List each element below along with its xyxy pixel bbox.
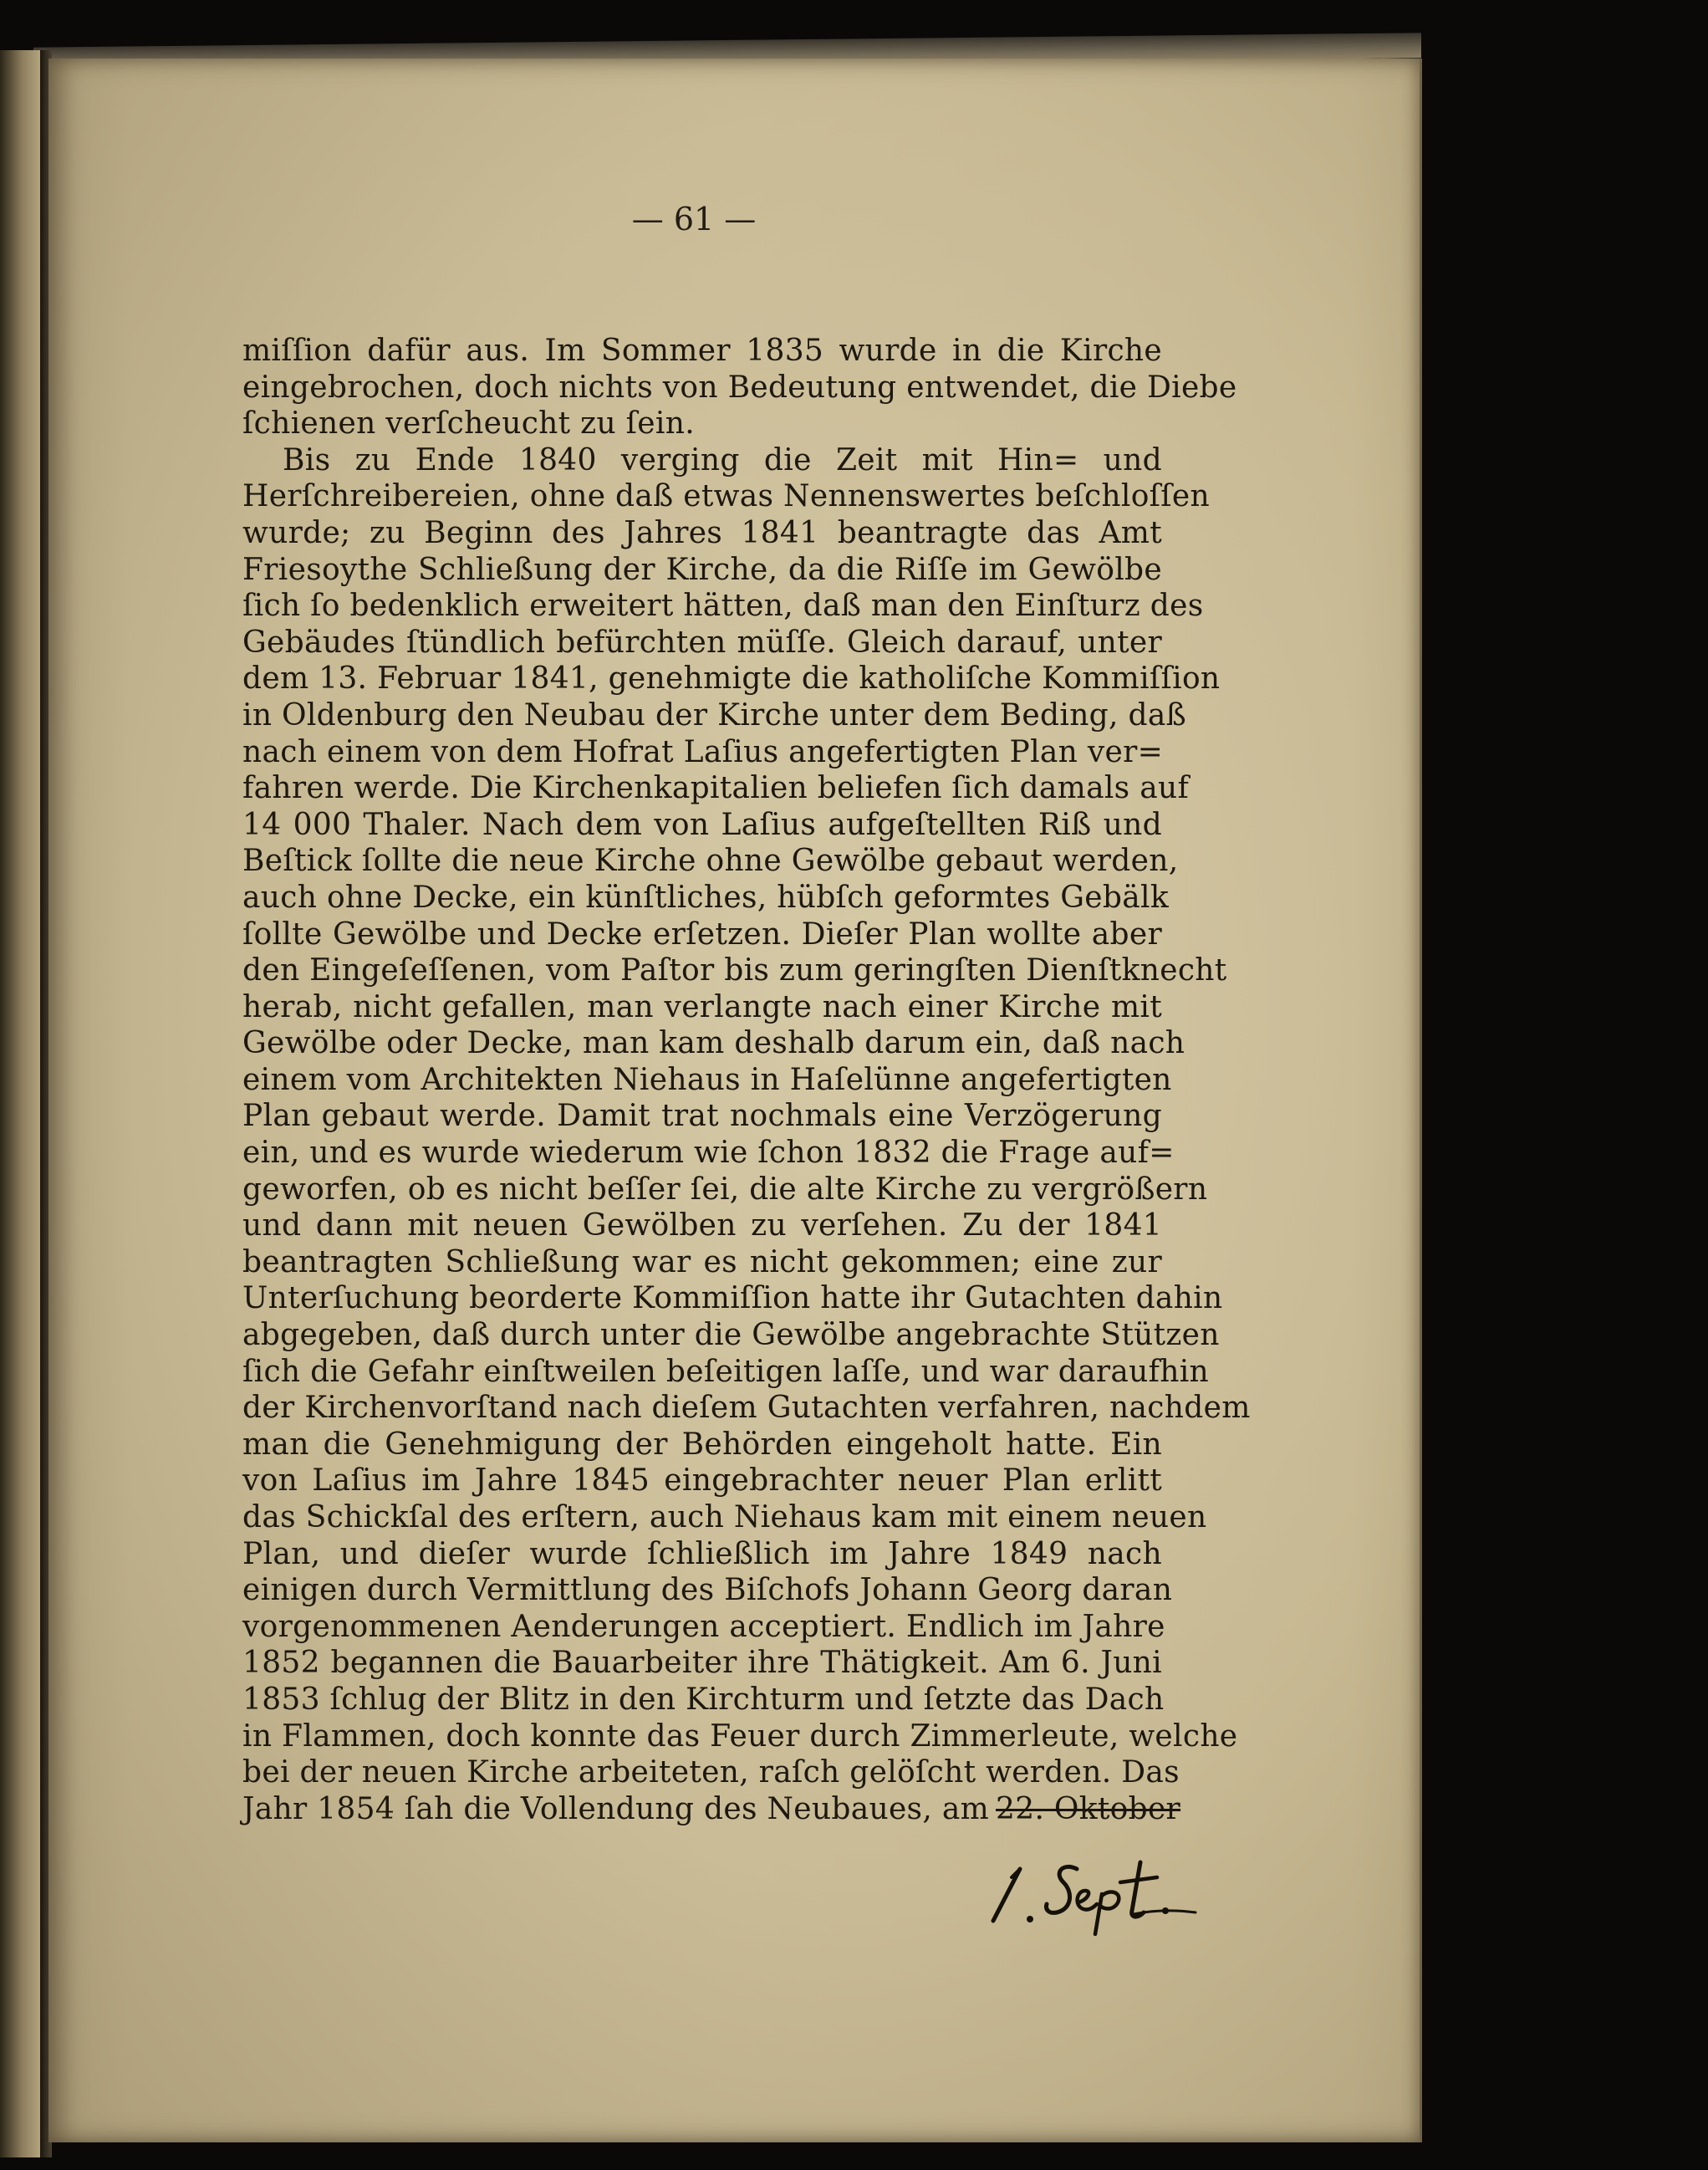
text-line: ſich ſo bedenklich erweitert hätten, daß man den Einſturz des xyxy=(242,589,1204,624)
text-line: der Kirchenvorſtand nach dieſem Gutachten verfahren, nachdem xyxy=(242,1391,1251,1426)
text-line: geworfen, ob es nicht beſſer ſei, die alte Kirche zu vergrößern xyxy=(242,1172,1208,1207)
text-line: Plan gebaut werde. Damit trat nochmals eine Verzögerung xyxy=(242,1099,1162,1134)
text-line: dem 13. Februar 1841, genehmigte die katholiſche Kommiſſion xyxy=(242,661,1221,697)
text-line: auch ohne Decke, ein künſtliches, hübſch geformtes Gebälk xyxy=(242,880,1169,915)
left-page-edge xyxy=(0,50,42,2157)
text-line: Bis zu Ende 1840 verging die Zeit mit Hin= und xyxy=(283,442,1162,477)
text-line: 14 000 Thaler. Nach dem von Laſius aufgeſtellten Riß und xyxy=(242,807,1162,842)
text-line: Unterſuchung beorderte Kommiſſion hatte ihr Gutachten dahin xyxy=(242,1281,1223,1316)
text-line: nach einem von dem Hofrat Laſius angefertigten Plan ver= xyxy=(242,734,1164,769)
text-line: herab, nicht gefallen, man verlangte nach einer Kirche mit xyxy=(242,989,1162,1024)
text-line: Gebäudes ſtündlich befürchten müſſe. Gleich darauf, unter xyxy=(242,625,1162,660)
text-line: ſollte Gewölbe und Decke erſetzen. Dieſer Plan wollte aber xyxy=(242,917,1162,952)
text-line: und dann mit neuen Gewölben zu verſehen. Zu der 1841 xyxy=(242,1208,1162,1243)
text-line: von Laſius im Jahre 1845 eingebrachter neuer Plan erlitt xyxy=(242,1463,1162,1499)
text-line: einigen durch Vermittlung des Biſchofs Johann Georg daran xyxy=(242,1573,1173,1608)
text-line: Gewölbe oder Decke, man kam deshalb darum ein, daß nach xyxy=(242,1026,1185,1061)
text-line: ſich die Gefahr einſtweilen beſeitigen laſſe, und war daraufhin xyxy=(242,1354,1210,1389)
final-text-line xyxy=(242,1791,1181,1828)
text-line: eingebrochen, doch nichts von Bedeutung entwendet, die Diebe xyxy=(242,370,1237,405)
page-number: — 61 — xyxy=(631,201,757,237)
text-line: Beſtick ſollte die neue Kirche ohne Gewölbe gebaut werden, xyxy=(242,844,1179,879)
struck-date: 22. Oktober xyxy=(996,1791,1181,1826)
text-line: bei der neuen Kirche arbeiteten, raſch gelöſcht werden. Das xyxy=(242,1755,1180,1790)
body-text xyxy=(242,333,1251,1827)
text-line: wurde; zu Beginn des Jahres 1841 beantragte das Amt xyxy=(242,515,1162,550)
final-line-text: Jahr 1854 ſah die Vollendung des Neubaues, am xyxy=(242,1791,990,1826)
text-line: miſſion dafür aus. Im Sommer 1835 wurde in die Kirche xyxy=(242,334,1162,368)
text-line: in Oldenburg den Neubau der Kirche unter dem Beding, daß xyxy=(242,697,1186,733)
text-line: 1853 ſchlug der Blitz in den Kirchturm und ſetzte das Dach xyxy=(242,1682,1165,1717)
text-line: Herſchreibereien, ohne daß etwas Nennenswertes beſchloſſen xyxy=(242,479,1211,514)
text-line: ein, und es wurde wiederum wie ſchon 1832 die Frage auf= xyxy=(242,1136,1175,1171)
text-line: Plan, und dieſer wurde ſchließlich im Jahre 1849 nach xyxy=(242,1536,1162,1571)
text-line: ſchienen verſcheucht zu ſein. xyxy=(242,406,695,442)
text-line: Friesoythe Schließung der Kirche, da die Riſſe im Gewölbe xyxy=(242,552,1162,587)
text-line: das Schickſal des erſtern, auch Niehaus kam mit einem neuen xyxy=(242,1500,1207,1534)
text-line: abgegeben, daß durch unter die Gewölbe angebrachte Stützen xyxy=(242,1318,1220,1353)
text-line: einem vom Architekten Niehaus in Haſelünne angefertigten xyxy=(242,1062,1172,1097)
handwritten-note-svg xyxy=(987,1844,1204,1936)
text-line: 1852 begannen die Bauarbeiter ihre Thätigkeit. Am 6. Juni xyxy=(242,1646,1162,1681)
text-line: vorgenommenen Aenderungen acceptiert. Endlich im Jahre xyxy=(242,1609,1165,1644)
text-line: man die Genehmigung der Behörden eingeholt hatte. Ein xyxy=(242,1427,1162,1462)
text-line: den Eingeſeſſenen, vom Paſtor bis zum geringſten Dienſtknecht xyxy=(242,953,1227,988)
text-line: fahren werde. Die Kirchenkapitalien beliefen ſich damals auf xyxy=(242,771,1190,806)
handwritten-correction xyxy=(987,1844,1204,1936)
text-line: in Flammen, doch konnte das Feuer durch Zimmerleute, welche xyxy=(242,1718,1238,1754)
text-line: beantragten Schließung war es nicht gekommen; eine zur xyxy=(242,1244,1162,1279)
